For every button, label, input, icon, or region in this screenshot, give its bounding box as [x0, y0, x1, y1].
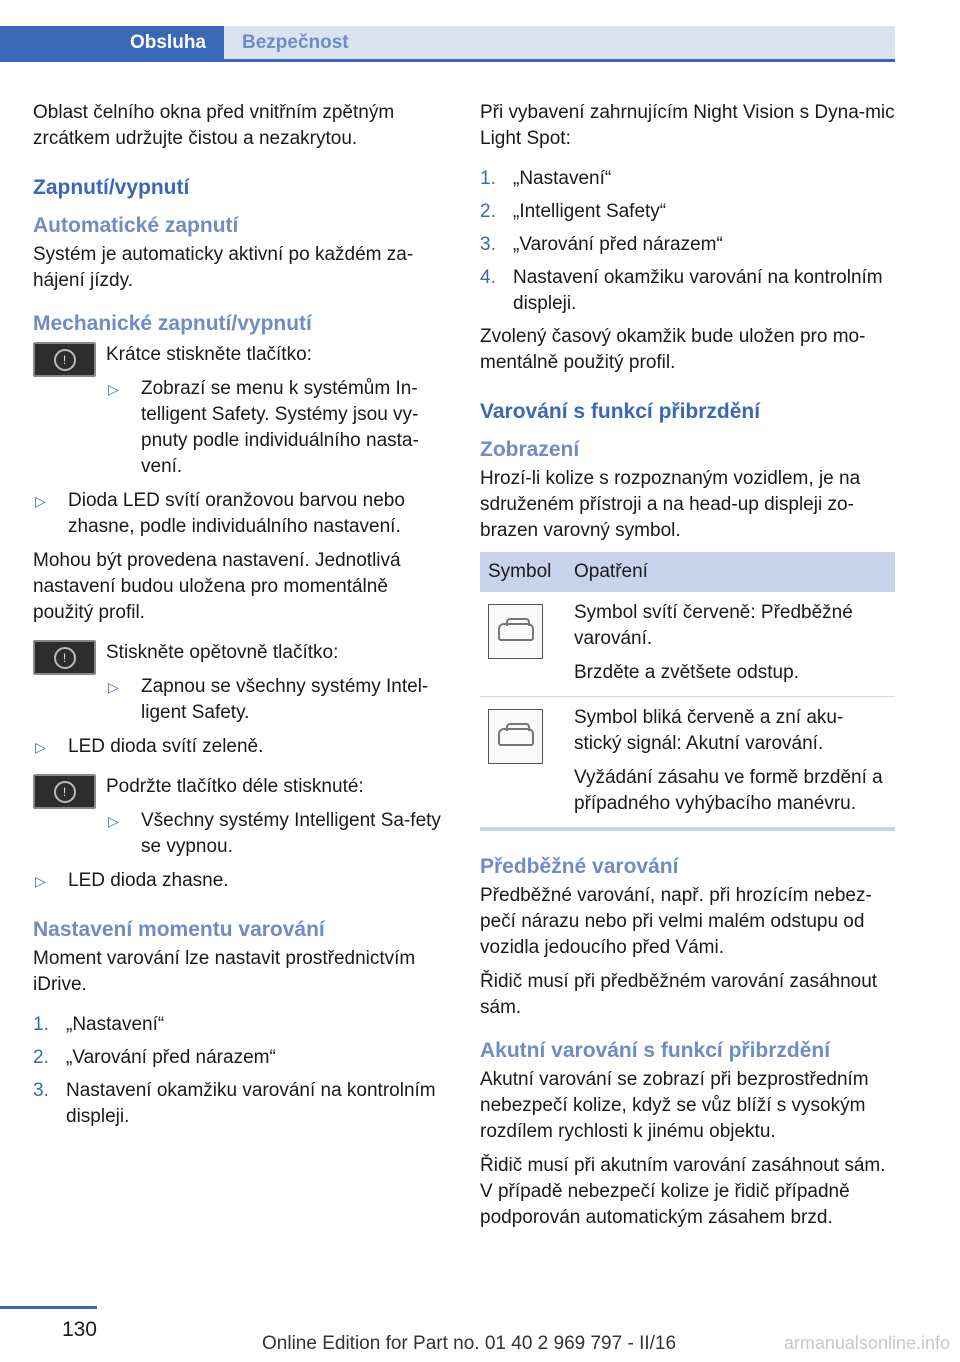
press3-list	[106, 808, 448, 860]
intro-text: Oblast čelního okna před vnitřním zpětným zrcátkem udržujte čistou a nezakrytou.	[33, 102, 395, 149]
saved-text: Zvolený časový okamžik bude uložen pro mo-mentálně použitý profil.	[480, 326, 866, 373]
col-action: Opatření	[566, 552, 895, 592]
press-instruction-1	[33, 342, 448, 480]
moment-steps	[33, 1012, 448, 1130]
heading-display: Zobrazení	[480, 438, 580, 461]
list-item: ▷ Dioda LED svítí oranžovou barvou nebo zhasne, podle individuálního nastavení.	[35, 490, 405, 537]
press1-list	[106, 376, 448, 480]
night-vision-steps	[480, 166, 898, 317]
moment-text: Moment varování lze nastavit prostřednictvím iDrive.	[33, 948, 416, 995]
safety-button-icon: !	[33, 342, 96, 377]
list-item: ▷ LED dioda zhasne.	[33, 868, 448, 894]
table-row	[480, 592, 895, 697]
car-warning-icon	[488, 604, 543, 659]
acute-text-2: Řidič musí při akutním varování zasáhnout sám. V případě nebezpečí kolize je řidič případně podporován automatickým zásahem brzd.	[480, 1155, 886, 1228]
pre-text-1: Předběžné varování, např. při hrozícím nebez-pečí nárazu nebo při velmi malém odstupu od vozidla jedoucího před Vámi.	[480, 885, 872, 958]
heading-moment: Nastavení momentu varování	[33, 918, 325, 941]
heading-acute-warning: Akutní varování s funkcí přibrzdění	[480, 1039, 831, 1062]
footer-rule	[0, 1306, 97, 1309]
led1-list	[33, 488, 448, 540]
left-column	[33, 100, 448, 1137]
list-item: 3. Nastavení okamžiku varování na kontrolním displeji.	[33, 1080, 436, 1127]
triangle-bullet-icon: ▷	[108, 813, 119, 829]
triangle-bullet-icon: ▷	[108, 381, 119, 397]
list-item: ▷ Zapnou se všechny systémy Intel-ligent Safety.	[108, 676, 429, 723]
triangle-bullet-icon: ▷	[35, 873, 46, 889]
heading-auto-on: Automatické zapnutí	[33, 214, 239, 237]
symbol-table	[480, 552, 895, 831]
edition-note: Online Edition for Part no. 01 40 2 969 797 - II/16	[262, 1333, 677, 1354]
heading-on-off: Zapnutí/vypnutí	[33, 176, 190, 199]
list-item: 1. „Nastavení“	[480, 168, 612, 189]
watermark: armanualsonline.info	[783, 1333, 950, 1353]
car-warning-icon	[488, 709, 543, 764]
table-row	[480, 697, 895, 830]
col-symbol: Symbol	[480, 552, 566, 592]
heading-brake-warning: Varování s funkcí přibrzdění	[480, 400, 761, 423]
list-item: ▷ Zobrazí se menu k systémům In-telligent Safety. Systémy jsou vy-pnuty podle individuálního nasta-vení.	[108, 378, 419, 477]
list-item: ▷ LED dioda svítí zeleně.	[33, 734, 448, 760]
press2-list	[106, 674, 448, 726]
list-item: 4. Nastavení okamžiku varování na kontrolním displeji.	[480, 267, 883, 314]
list-item: ▷ Všechny systémy Intelligent Sa-fety se vypnou.	[108, 810, 441, 857]
right-column	[480, 100, 898, 1239]
night-vision-intro: Při vybavení zahrnujícím Night Vision s Dyna-mic Light Spot:	[480, 102, 895, 149]
press1-text: Krátce stiskněte tlačítko:	[106, 344, 312, 365]
row-text: Symbol svítí červeně: Předběžné varování.	[574, 602, 853, 649]
row-text: Symbol bliká červeně a zní aku-stický signál: Akutní varování.	[574, 707, 844, 754]
list-item: 3. „Varování před nárazem“	[480, 234, 723, 255]
led3-list	[33, 868, 448, 894]
list-item: 1. „Nastavení“	[33, 1014, 165, 1035]
press-instruction-2	[33, 640, 448, 726]
tab-bezpecnost[interactable]: Bezpečnost	[224, 26, 895, 59]
triangle-bullet-icon: ▷	[35, 493, 46, 509]
pre-text-2: Řidič musí při předběžném varování zasáhnout sám.	[480, 971, 878, 1018]
page-number: 130	[61, 1318, 97, 1341]
triangle-bullet-icon: ▷	[108, 679, 119, 695]
triangle-bullet-icon: ▷	[35, 739, 46, 755]
led2-list	[33, 734, 448, 760]
heading-mechanical: Mechanické zapnutí/vypnutí	[33, 312, 312, 335]
safety-button-icon: !	[33, 774, 96, 809]
safety-button-icon: !	[33, 640, 96, 675]
acute-text-1: Akutní varování se zobrazí při bezprostředním nebezpečí kolize, když se vůz blíží s vysokým rozdílem rychlosti k jinému objektu.	[480, 1069, 869, 1142]
display-text: Hrozí-li kolize s rozpoznaným vozidlem, je na sdruženém přístroji a na head-up displeji zo-brazen varovný symbol.	[480, 468, 861, 541]
section-tabbar	[0, 26, 895, 62]
list-item: 2. „Intelligent Safety“	[480, 201, 667, 222]
tab-obsluha[interactable]: Obsluha	[0, 26, 224, 59]
press2-text: Stiskněte opětovně tlačítko:	[106, 642, 339, 663]
heading-pre-warning: Předběžné varování	[480, 855, 679, 878]
row-text: Vyžádání zásahu ve formě brzdění a případného vyhýbacího manévru.	[574, 767, 883, 814]
auto-text: Systém je automaticky aktivní po každém za-hájení jízdy.	[33, 244, 414, 291]
press-instruction-3	[33, 774, 448, 860]
settings-note: Mohou být provedena nastavení. Jednotlivá nastavení budou uložena pro momentálně použitý profil.	[33, 550, 401, 623]
press3-text: Podržte tlačítko déle stisknuté:	[106, 776, 364, 797]
row-text: Brzděte a zvětšete odstup.	[574, 662, 799, 683]
list-item: 2. „Varování před nárazem“	[33, 1047, 276, 1068]
